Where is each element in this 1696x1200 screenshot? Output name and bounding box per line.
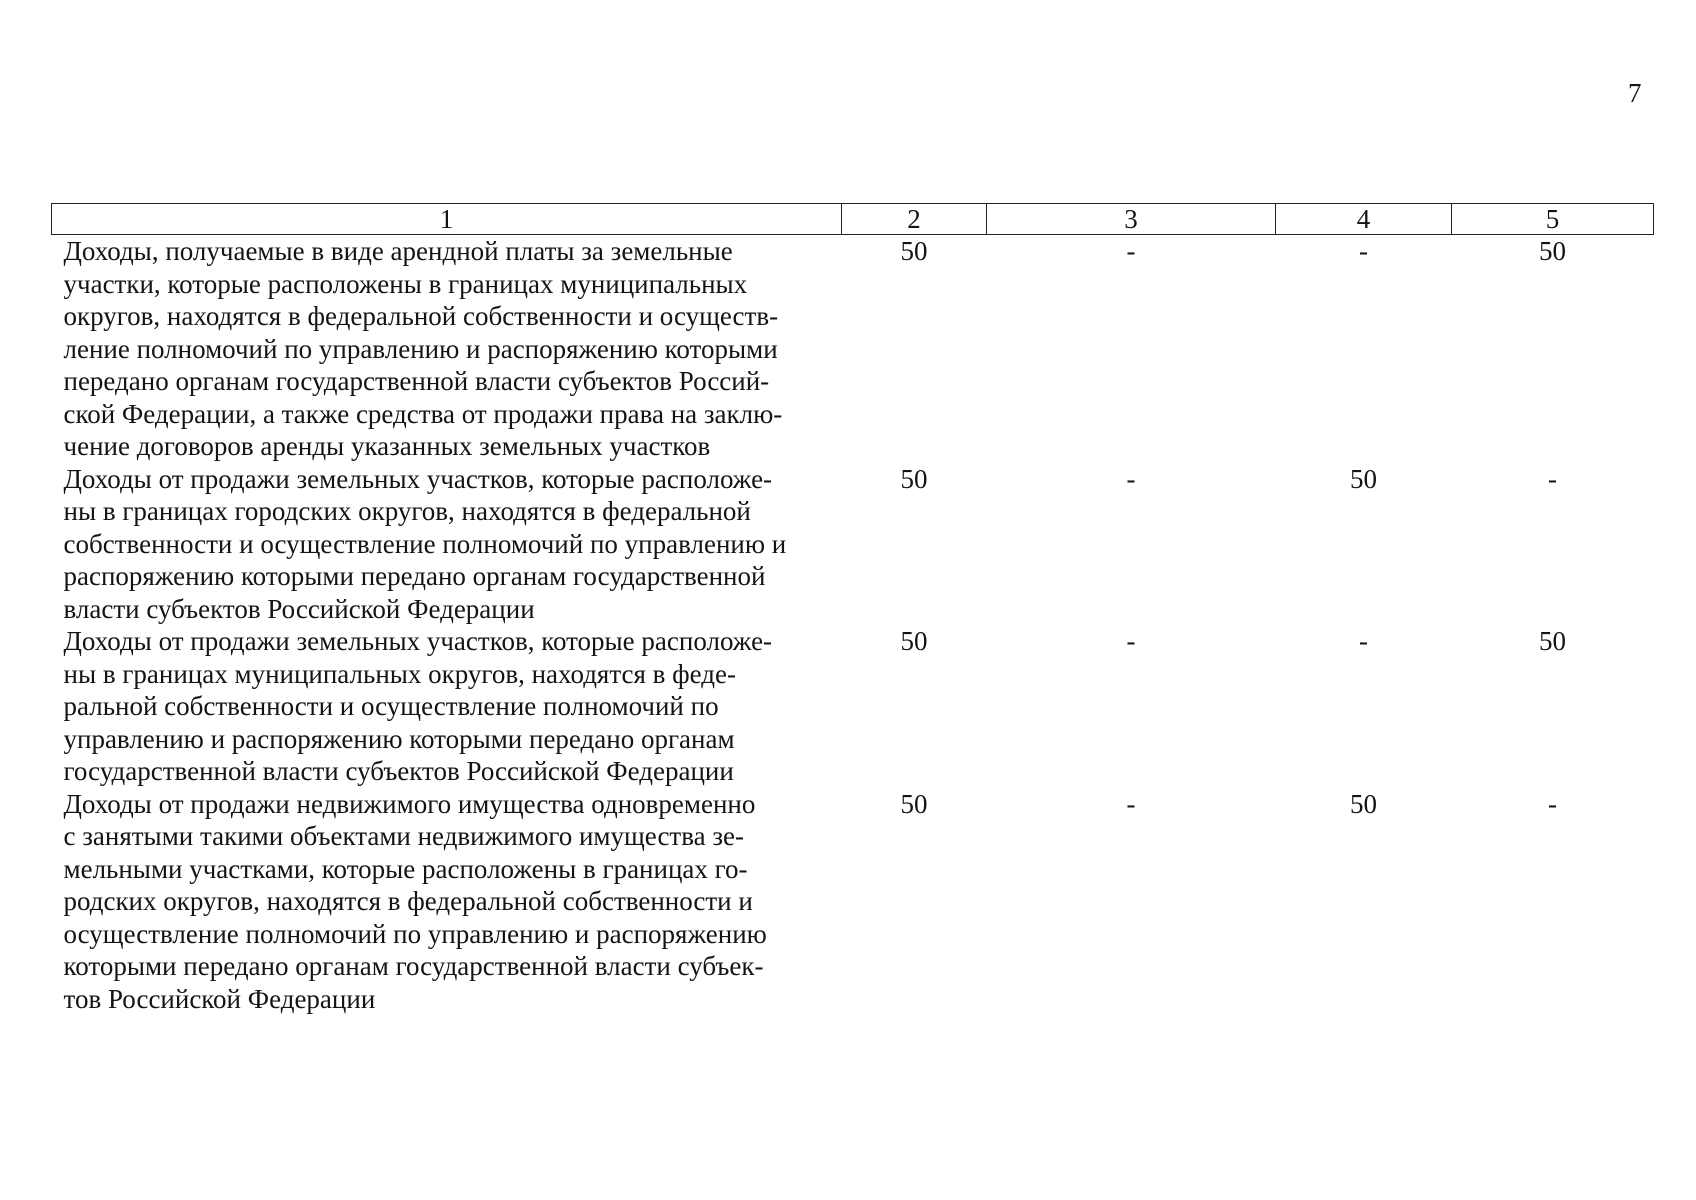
value-col-3: -: [1126, 236, 1136, 266]
value-col-5: 50: [1539, 236, 1566, 266]
value-col-2: 50: [900, 236, 928, 266]
value-col-4: -: [1359, 236, 1368, 266]
header-col-2: 2: [842, 204, 987, 235]
row-description: [52, 235, 842, 463]
description-line: осуществление полномочий по управлению и распоряжению: [63, 918, 767, 949]
header-col-4: 4: [1276, 204, 1452, 235]
description-line: Доходы от продажи недвижимого имущества одновременно: [63, 788, 756, 819]
description-line: Доходы, получаемые в виде арендной платы за земельные: [63, 236, 733, 266]
description-line: государственной власти субъектов Российской Федерации: [63, 756, 734, 786]
header-row: [52, 204, 1654, 235]
description-line: Доходы от продажи земельных участков, которые расположе-: [63, 626, 773, 656]
value-col-2: 50: [900, 788, 928, 819]
table-row: [52, 625, 1654, 788]
table-row: [52, 463, 1654, 626]
header-col-1: 1: [52, 204, 842, 235]
revenue-distribution-table: [51, 203, 1653, 1015]
description-line: участки, которые расположены в границах муниципальных: [63, 268, 748, 299]
value-col-4: 50: [1350, 788, 1377, 819]
description-line: округов, находятся в федеральной собственности и осуществ-: [63, 301, 779, 331]
description-line: с занятыми такими объектами недвижимого имущества зе-: [63, 821, 744, 851]
row-description: [52, 625, 842, 788]
description-line: собственности и осуществление полномочий по управлению и: [63, 528, 787, 559]
description-line: Доходы от продажи земельных участков, которые расположе-: [63, 463, 773, 494]
value-col-3: -: [1126, 626, 1136, 656]
description-line: которыми передано органам государственной власти субъек-: [63, 951, 764, 981]
header-col-5: 5: [1452, 204, 1654, 235]
value-col-5: -: [1548, 788, 1557, 819]
value-col-2: 50: [900, 463, 928, 494]
description-line: мельными участками, которые расположены в границах го-: [63, 853, 748, 884]
table: [51, 203, 1654, 1015]
description-line: чение договоров аренды указанных земельных участков: [63, 431, 711, 461]
table-body: [52, 235, 1654, 1016]
table-header: [52, 204, 1654, 235]
value-col-4: 50: [1350, 463, 1377, 494]
page-number: 7: [1628, 78, 1642, 108]
value-col-3: -: [1126, 463, 1136, 494]
description-line: управлению и распоряжению которыми передано органам: [63, 723, 735, 754]
description-line: ны в границах городских округов, находятся в федеральной: [63, 496, 751, 526]
description-line: родских округов, находятся в федеральной собственности и: [63, 886, 753, 916]
description-line: тов Российской Федерации: [63, 983, 376, 1014]
description-line: ской Федерации, а также средства от продажи права на заклю-: [63, 398, 783, 429]
description-line: распоряжению которыми передано органам государственной: [63, 561, 766, 591]
description-line: ны в границах муниципальных округов, находятся в феде-: [63, 658, 736, 689]
description-line: ральной собственности и осуществление полномочий по: [63, 691, 719, 721]
row-description: [52, 463, 842, 626]
description-line: передано органам государственной власти субъектов Россий-: [63, 366, 770, 396]
value-col-5: -: [1548, 463, 1557, 494]
row-description: [52, 788, 842, 1016]
value-col-3: -: [1126, 788, 1136, 819]
value-col-2: 50: [900, 626, 928, 656]
description-line: власти субъектов Российской Федерации: [63, 593, 535, 624]
description-line: ление полномочий по управлению и распоряжению которыми: [63, 333, 778, 364]
table-row: [52, 235, 1654, 463]
table-row: [52, 788, 1654, 1016]
value-col-5: 50: [1539, 626, 1566, 656]
value-col-4: -: [1359, 626, 1368, 656]
header-col-3: 3: [987, 204, 1276, 235]
